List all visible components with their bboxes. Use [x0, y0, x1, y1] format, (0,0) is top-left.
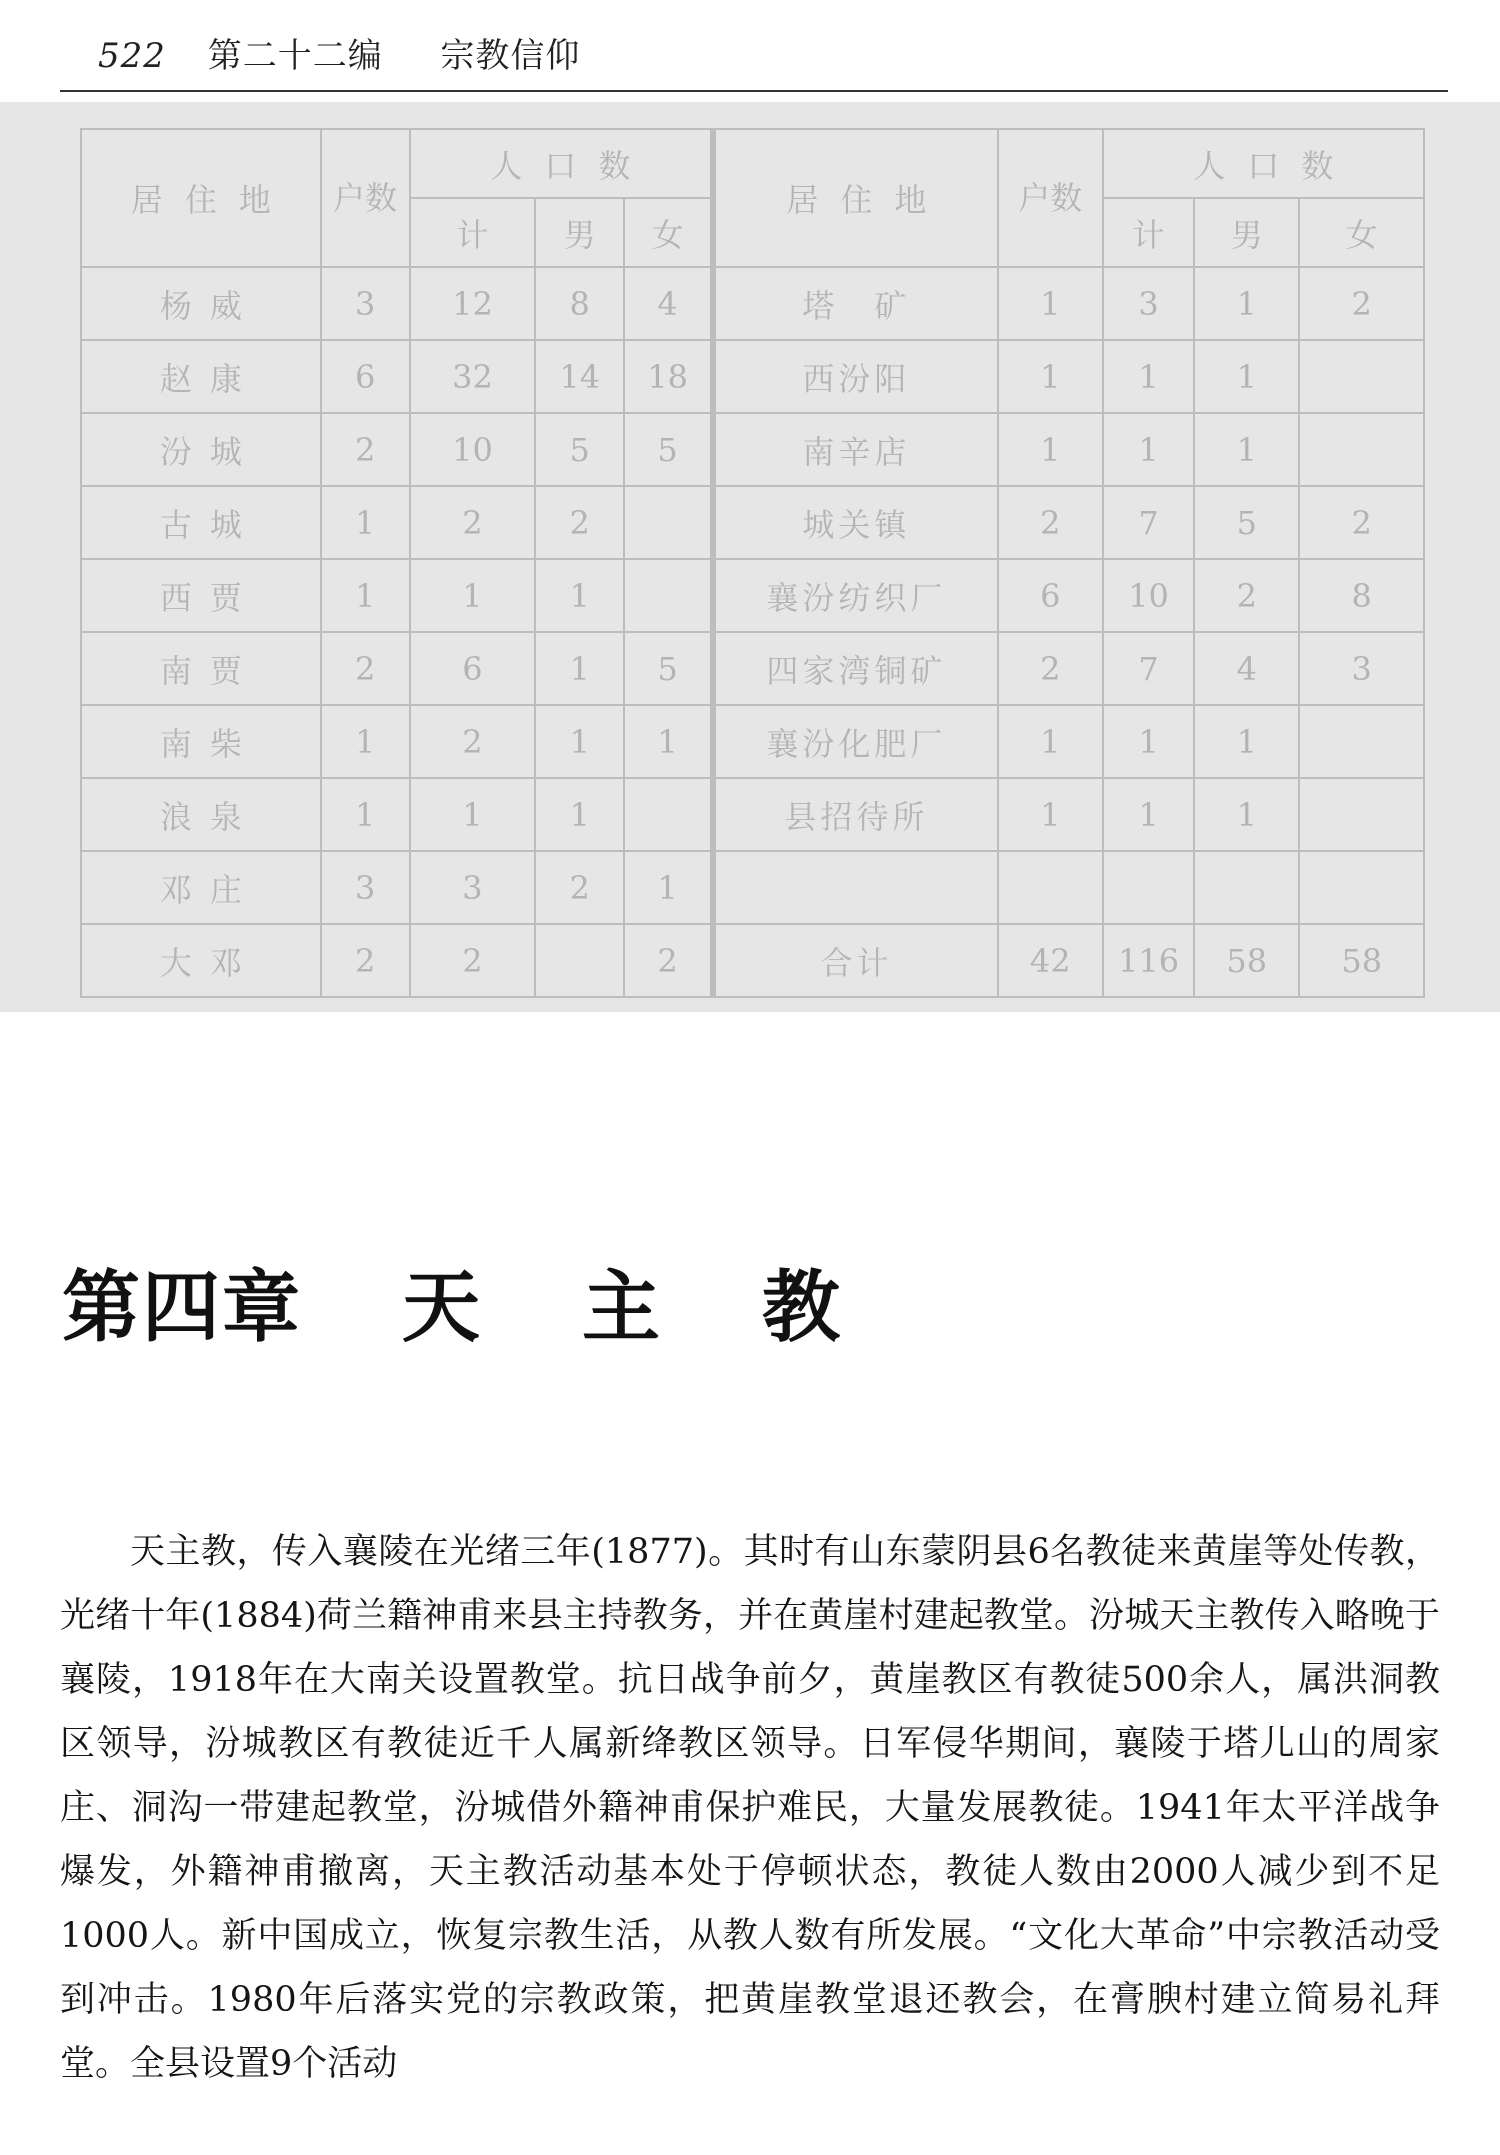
header-place-right: 居住地	[714, 129, 998, 267]
cell-hu: 1	[998, 413, 1103, 486]
table-row	[81, 924, 711, 997]
cell-nv: 2	[1299, 486, 1424, 559]
cell-place	[714, 851, 998, 924]
cell-place: 四家湾铜矿	[714, 632, 998, 705]
header-total-right: 计	[1103, 198, 1194, 267]
chapter-title-char: 天	[402, 1263, 483, 1353]
cell-nan: 1	[535, 778, 624, 851]
cell-place: 浪泉	[81, 778, 321, 851]
table-row	[714, 632, 1424, 705]
cell-nan: 5	[535, 413, 624, 486]
cell-place: 合计	[714, 924, 998, 997]
running-head	[98, 28, 580, 77]
header-rule	[60, 90, 1448, 92]
cell-hu: 6	[998, 559, 1103, 632]
cell-nv: 58	[1299, 924, 1424, 997]
cell-place: 南柴	[81, 705, 321, 778]
header-population-right: 人口数	[1103, 129, 1424, 198]
header-female: 女	[624, 198, 711, 267]
table-row	[714, 486, 1424, 559]
cell-hu: 2	[998, 486, 1103, 559]
cell-nv	[1299, 851, 1424, 924]
cell-nan: 1	[1194, 778, 1299, 851]
cell-hu: 6	[321, 340, 410, 413]
cell-nan: 1	[1194, 413, 1299, 486]
header-households-right: 户数	[998, 129, 1103, 267]
cell-nan: 1	[1194, 340, 1299, 413]
cell-nan: 1	[1194, 705, 1299, 778]
cell-place: 邓庄	[81, 851, 321, 924]
cell-nan: 5	[1194, 486, 1299, 559]
cell-nv: 1	[624, 851, 711, 924]
cell-place: 襄汾纺织厂	[714, 559, 998, 632]
cell-nan: 2	[1194, 559, 1299, 632]
table-row	[81, 778, 711, 851]
cell-hu: 1	[998, 778, 1103, 851]
cell-place: 南贾	[81, 632, 321, 705]
cell-nan	[1194, 851, 1299, 924]
part-title: 第二十二编	[207, 36, 383, 76]
cell-nan: 14	[535, 340, 624, 413]
population-table	[80, 128, 1425, 983]
header-households: 户数	[321, 129, 410, 267]
right-rows	[714, 267, 1424, 997]
cell-place: 西贾	[81, 559, 321, 632]
cell-ji: 1	[1103, 413, 1194, 486]
cell-ji: 1	[410, 778, 536, 851]
cell-hu: 2	[321, 413, 410, 486]
cell-place: 赵康	[81, 340, 321, 413]
table-row	[714, 559, 1424, 632]
table-row	[81, 267, 711, 340]
cell-place: 古城	[81, 486, 321, 559]
cell-ji	[1103, 851, 1194, 924]
cell-ji: 10	[1103, 559, 1194, 632]
table-row	[81, 851, 711, 924]
cell-nv	[624, 778, 711, 851]
cell-place: 城关镇	[714, 486, 998, 559]
cell-ji: 7	[1103, 486, 1194, 559]
cell-ji: 2	[410, 924, 536, 997]
cell-hu: 2	[321, 632, 410, 705]
cell-nv	[1299, 705, 1424, 778]
cell-nan: 8	[535, 267, 624, 340]
cell-nv	[624, 486, 711, 559]
table-row	[714, 340, 1424, 413]
cell-ji: 6	[410, 632, 536, 705]
table-row	[714, 778, 1424, 851]
table-row	[81, 413, 711, 486]
cell-ji: 2	[410, 705, 536, 778]
header-population: 人口数	[410, 129, 711, 198]
table-row	[81, 705, 711, 778]
cell-ji: 32	[410, 340, 536, 413]
body-paragraph: 天主教，传入襄陵在光绪三年(1877)。其时有山东蒙阴县6名教徒来黄崖等处传教，光绪十年(1884)荷兰籍神甫来县主持教务，并在黄崖村建起教堂。汾城天主教传入略晚于襄陵，1918年在大南关设置教堂。抗日战争前夕，黄崖教区有教徒500余人，属洪洞教区领导，汾城教区有教徒近千人属新绛教区领导。日军侵华期间，襄陵于塔儿山的周家庄、洞沟一带建起教堂，汾城借外籍神甫保护难民，大量发展教徒。1941年太平洋战争爆发，外籍神甫撤离，天主教活动基本处于停顿状态，教徒人数由2000人减少到不足1000人。新中国成立，恢复宗教生活，从教人数有所发展。“文化大革命”中宗教活动受到冲击。1980年后落实党的宗教政策，把黄崖教堂退还教会，在膏腴村建立简易礼拜堂。全县设置9个活动	[60, 1532, 1440, 2084]
cell-nan: 1	[535, 705, 624, 778]
cell-hu	[998, 851, 1103, 924]
cell-hu: 1	[998, 267, 1103, 340]
table-row	[714, 924, 1424, 997]
cell-nv: 3	[1299, 632, 1424, 705]
population-table-left	[80, 128, 712, 998]
table-row	[81, 632, 711, 705]
header-place: 居住地	[81, 129, 321, 267]
cell-nan: 2	[535, 851, 624, 924]
cell-ji: 116	[1103, 924, 1194, 997]
cell-hu: 1	[998, 340, 1103, 413]
cell-nv	[1299, 413, 1424, 486]
cell-hu: 3	[321, 851, 410, 924]
chapter-number: 第四章	[62, 1263, 303, 1353]
cell-place: 大邓	[81, 924, 321, 997]
cell-nv	[624, 559, 711, 632]
cell-ji: 10	[410, 413, 536, 486]
cell-nan	[535, 924, 624, 997]
section-title: 宗教信仰	[440, 36, 581, 76]
cell-nan: 58	[1194, 924, 1299, 997]
cell-nv: 2	[1299, 267, 1424, 340]
cell-nv	[1299, 340, 1424, 413]
header-total: 计	[410, 198, 536, 267]
cell-hu: 1	[998, 705, 1103, 778]
cell-nv: 5	[624, 632, 711, 705]
cell-nan: 1	[535, 632, 624, 705]
cell-place: 杨威	[81, 267, 321, 340]
cell-nv: 18	[624, 340, 711, 413]
cell-hu: 42	[998, 924, 1103, 997]
cell-place: 西汾阳	[714, 340, 998, 413]
header-female-right: 女	[1299, 198, 1424, 267]
cell-place: 襄汾化肥厂	[714, 705, 998, 778]
table-row	[714, 413, 1424, 486]
cell-ji: 1	[1103, 705, 1194, 778]
cell-nv: 8	[1299, 559, 1424, 632]
chapter-title-char: 主	[582, 1263, 663, 1353]
population-table-right	[712, 128, 1425, 998]
cell-ji: 3	[410, 851, 536, 924]
table-row	[714, 705, 1424, 778]
cell-hu: 1	[321, 778, 410, 851]
cell-ji: 1	[410, 559, 536, 632]
cell-nan: 1	[535, 559, 624, 632]
header-male: 男	[535, 198, 624, 267]
chapter-title-char: 教	[762, 1263, 843, 1353]
cell-place: 塔 矿	[714, 267, 998, 340]
cell-ji: 3	[1103, 267, 1194, 340]
cell-hu: 1	[321, 486, 410, 559]
cell-nv: 5	[624, 413, 711, 486]
left-rows	[81, 267, 711, 997]
chapter-heading	[62, 1245, 842, 1357]
cell-nan: 2	[535, 486, 624, 559]
table-row	[81, 486, 711, 559]
table-row	[81, 340, 711, 413]
cell-hu: 2	[321, 924, 410, 997]
cell-place: 南辛店	[714, 413, 998, 486]
table-row	[714, 851, 1424, 924]
header-male-right: 男	[1194, 198, 1299, 267]
cell-hu: 1	[321, 705, 410, 778]
cell-ji: 12	[410, 267, 536, 340]
cell-hu: 3	[321, 267, 410, 340]
cell-nv: 2	[624, 924, 711, 997]
cell-ji: 1	[1103, 778, 1194, 851]
cell-hu: 2	[998, 632, 1103, 705]
cell-ji: 1	[1103, 340, 1194, 413]
cell-place: 汾城	[81, 413, 321, 486]
cell-nan: 1	[1194, 267, 1299, 340]
table-row	[81, 559, 711, 632]
table-row	[714, 267, 1424, 340]
cell-nv: 4	[624, 267, 711, 340]
cell-hu: 1	[321, 559, 410, 632]
cell-ji: 7	[1103, 632, 1194, 705]
cell-nv	[1299, 778, 1424, 851]
page-number: 522	[98, 36, 166, 76]
cell-ji: 2	[410, 486, 536, 559]
cell-nan: 4	[1194, 632, 1299, 705]
cell-nv: 1	[624, 705, 711, 778]
cell-place: 县招待所	[714, 778, 998, 851]
